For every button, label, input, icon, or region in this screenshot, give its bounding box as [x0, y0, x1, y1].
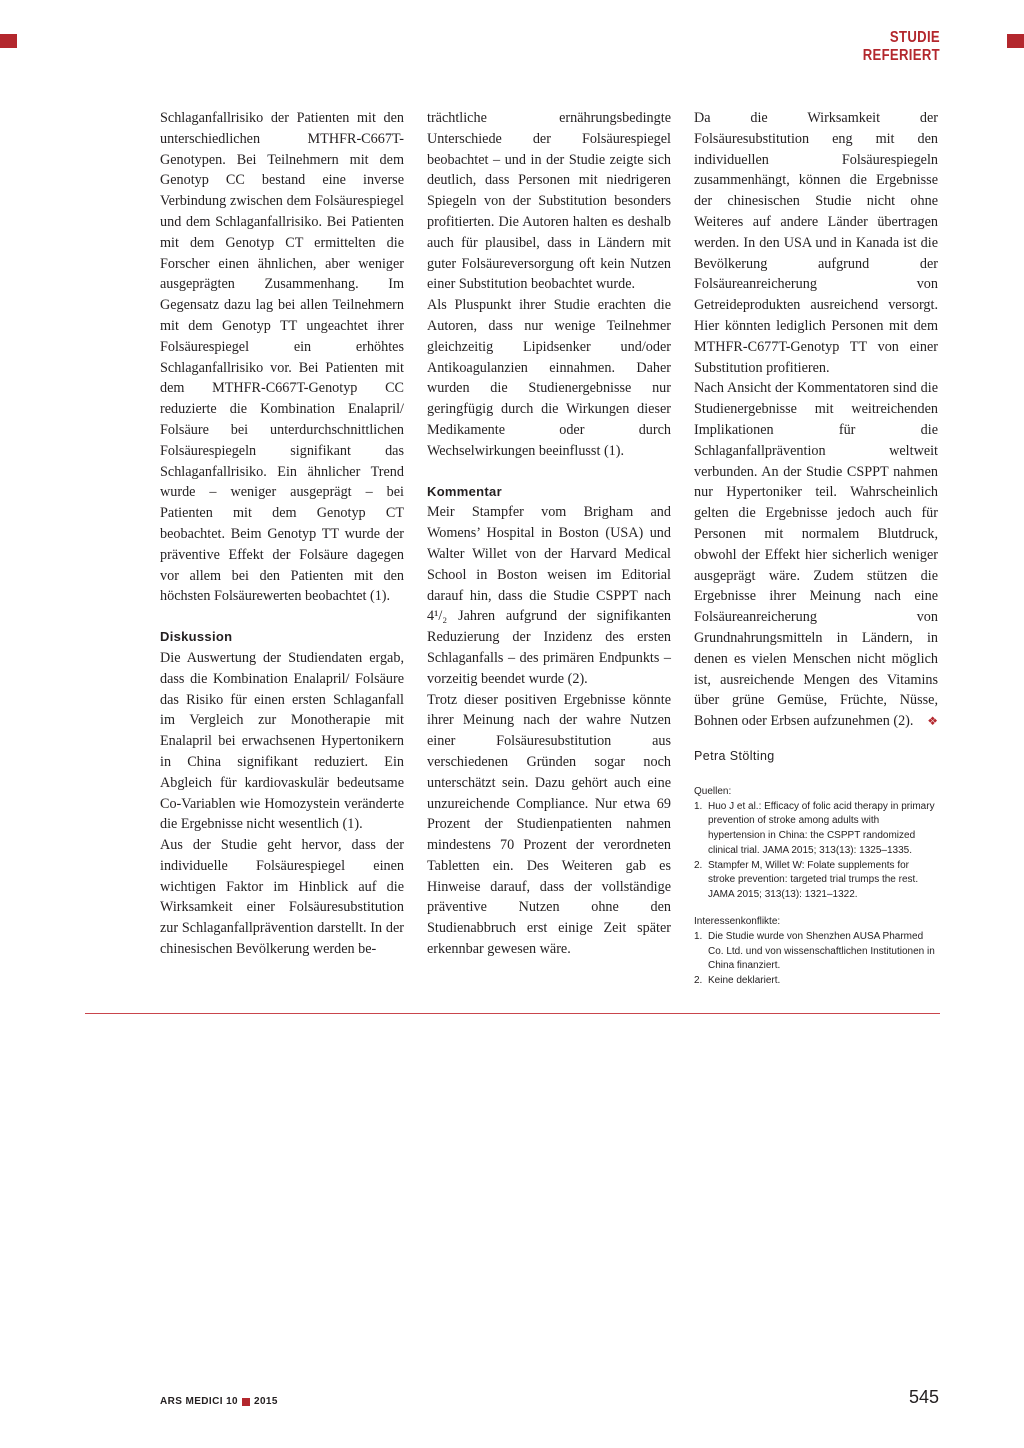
section-label: STUDIE REFERIERT	[862, 29, 940, 64]
paragraph: Trotz dieser positiven Ergebnisse könnte ihrer Meinung nach der wahre Nutzen einer Folsäuresubstitution aus verschiedenen Gründen sogar noch unterschätzt sein. Dazu gehört auch eine unzureichende Compliance. Nur etwa 69 Prozent der Studienpatienten nahmen mindestens 70 Prozent der verordneten Tabletten ein. Des Weiteren gab es Hinweise darauf, dass der vollständige präventive Nutzen ohne den Studienabbruch erst einige Zeit später erkennbar gewesen wäre.	[427, 691, 671, 958]
paragraph: Schlaganfallrisiko der Patienten mit den unterschiedlichen MTHFR-C667T-Genotypen. Bei Teilnehmern mit dem Genotyp CC bestand eine inverse Verbindung zwischen dem Folsäurespiegel und dem Schlaganfallrisiko. Bei Patienten mit dem Genotyp CT ermittelten die Forscher einen ähnlichen, aber weniger ausgeprägten Zusammenhang. Im Gegensatz dazu lag bei allen Teilnehmern mit dem Genotyp TT ungeachtet ihrer Folsäurespiegel ein erhöhtes Schlaganfallrisiko vor. Bei Patienten mit dem MTHFR-C667T-Genotyp CC reduzierte die Kombination Enalapril/ Folsäure bei unterdurchschnittlichen Folsäurespiegeln signifikant das Schlaganfallrisiko. Ein ähnlicher Trend wurde – weniger ausgeprägt – bei Patienten mit dem Genotyp CT beobachtet. Beim Genotyp TT wurde der präventive Effekt der Folsäure dagegen vor allem bei den Patienten mit den höchsten Folsäurewerten beobachtet (1).	[160, 110, 404, 605]
heading-kommentar: Kommentar	[427, 483, 502, 499]
paragraph: Die Auswertung der Studiendaten ergab, dass die Kombination Enalapril/ Folsäure das Risiko für einen ersten Schlaganfall im Vergleich zur Monotherapie mit Enalapril bei erwachsenen Hypertonikern in China signifikant reduziert. Ein Abgleich für kardiovaskulär bedeutsame Co-Variablen wie Homozystein veränderte die Ergebnisse nicht wesentlich (1).	[160, 649, 404, 833]
author-name: Petra Stölting	[694, 748, 775, 763]
column-3	[694, 108, 938, 989]
paragraph: Da die Wirksamkeit der Folsäuresubstitution eng mit den individuellen Folsäurespiegeln zusammenhängt, können die Ergebnisse der chinesischen Studie nicht ohne Weiteres auf andere Länder übertragen werden. In den USA und in Kanada ist die Bevölkerung aufgrund der Folsäureanreicherung von Getreideprodukten ausreichend versorgt. Hier könnten lediglich Personen mit dem MTHFR-C677T-Genotyp TT von einer Substitution profitieren.	[694, 110, 938, 376]
header-square-right	[1007, 34, 1024, 48]
list-item	[694, 800, 938, 859]
page-number: 545	[908, 1387, 939, 1407]
journal-name: ARS MEDICI 10	[160, 1396, 238, 1407]
conflicts-heading: Interessenkonflikte:	[694, 916, 781, 928]
reference-text: Stampfer M, Willet W: Folate supplements for stroke prevention: targeted trial trumps the rest. JAMA 2015; 313(13): 1321–1322.	[708, 859, 919, 901]
journal-year: 2015	[254, 1396, 278, 1407]
conflict-text: Die Studie wurde von Shenzhen AUSA Pharmed Co. Ltd. und von wissenschaftlichen Institutionen in China finanziert.	[708, 930, 935, 972]
end-mark-icon: ❖	[927, 714, 938, 729]
list-number: 2.	[694, 975, 703, 987]
sources-list	[694, 800, 938, 904]
list-number: 2.	[694, 859, 703, 871]
divider	[85, 1013, 940, 1014]
column-1	[160, 108, 404, 960]
list-number: 1.	[694, 800, 703, 812]
list-item	[694, 930, 938, 974]
list-number: 1.	[694, 930, 703, 942]
paragraph: Als Pluspunkt ihrer Studie erachten die Autoren, dass nur wenige Teilnehmer gleichzeitig Lipidsenker und/oder Antikoagulanzien einnahmen. Daher wurden die Studienergebnisse nur geringfügig durch die Wirkungen dieser Medikamente oder durch Wechselwirkungen beeinflusst (1).	[427, 297, 671, 459]
reference-text: Huo J et al.: Efficacy of folic acid therapy in primary prevention of stroke among adults with hypertension in China: the CSPPT randomized clinical trial. JAMA 2015; 313(13): 1325–1335.	[708, 800, 935, 856]
sources-heading: Quellen:	[694, 785, 732, 797]
footer-journal	[160, 1396, 278, 1407]
conflicts-list	[694, 930, 938, 989]
paragraph-text: Nach Ansicht der Kommentatoren sind die Studienergebnisse mit weitreichenden Implikationen für die Schlaganfallprävention weltweit verbunden. An der Studie CSPPT nahmen nur Hypertoniker teil. Wahrscheinlich gelten die Ergebnisse jedoch auch für Personen mit normalem Blutdruck, obwohl der Effekt hier sicherlich weniger ausgeprägt wäre. Zudem stützen die Ergebnisse ihrer Meinung nach eine Folsäureanreicherung von Grundnahrungsmitteln in Ländern, in denen es vielen Menschen nicht möglich ist, ausreichende Mengen des Vitamins über grüne Gemüse, Früchte, Nüsse, Bohnen oder Erbsen aufzunehmen (2).	[694, 380, 938, 730]
heading-diskussion: Diskussion	[160, 629, 233, 645]
paragraph: Aus der Studie geht hervor, dass der individuelle Folsäurespiegel einen wichtigen Faktor im Hinblick auf die Wirksamkeit einer Folsäuresubstitution zur Schlaganfallprävention darstellt. In der chinesischen Bevölkerung werden be-	[160, 837, 404, 958]
paragraph: trächtliche ernährungsbedingte Unterschiede der Folsäurespiegel beobachtet – und in der Studie zeigte sich deutlich, dass Personen mit niedrigeren Spiegeln von der Substitution besonders profitierten. Die Autoren halten es deshalb auch für plausibel, dass in Ländern mit guter Folsäureversorgung oft kein Nutzen einer Substitution beobachtet wurde.	[427, 110, 671, 293]
list-item	[694, 974, 938, 989]
references	[694, 785, 938, 989]
list-item	[694, 859, 938, 903]
header-square-left	[0, 34, 17, 48]
paragraph: Meir Stampfer vom Brigham and Womens’ Hospital in Boston (USA) und Walter Willet von der Harvard Medical School in Boston weisen im Editorial darauf hin, dass die Studie CSPPT nach 4¹/₂ Jahren aufgrund der signifikanten Reduzierung der Inzidenz des ersten Schlaganfalls – des primären Endpunkts – vorzeitig beendet wurde (2).	[427, 504, 671, 687]
column-2	[427, 108, 671, 960]
conflict-text: Keine deklariert.	[708, 975, 781, 987]
footer-square	[242, 1398, 250, 1406]
paragraph	[694, 378, 938, 732]
